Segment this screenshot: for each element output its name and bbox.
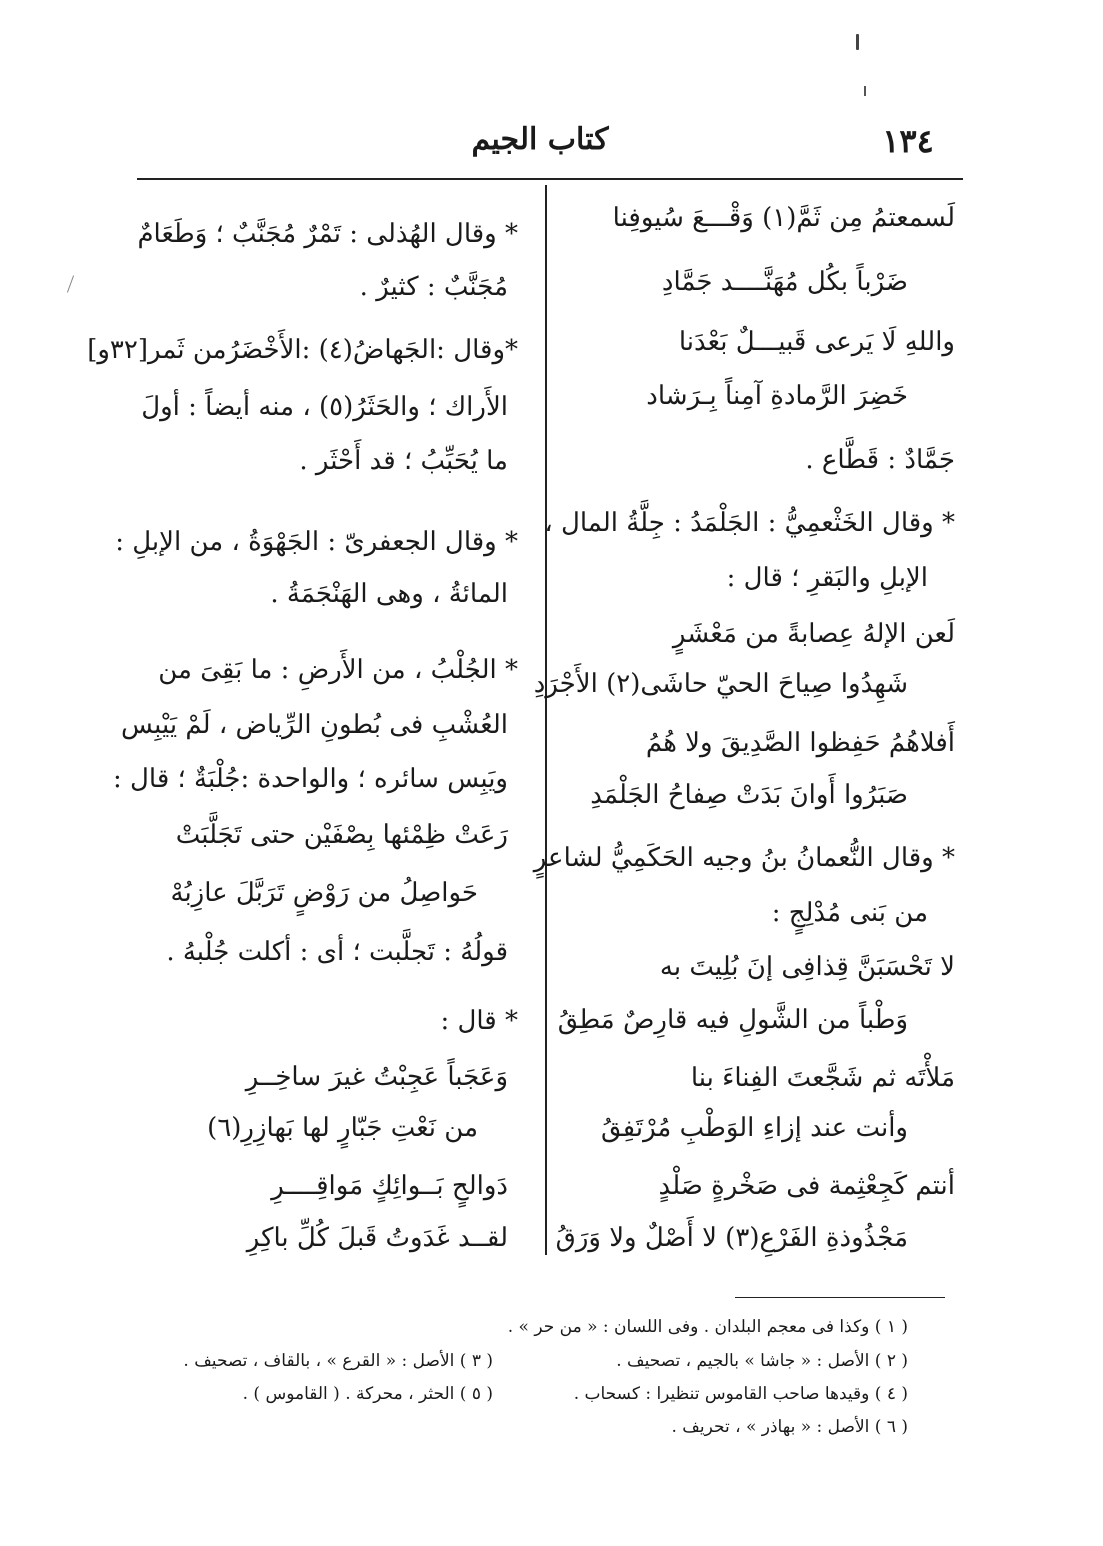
text-line: * وقال الخَثْعمِيُّ : الجَلْمَدُ : جِلَّةُ المال ، (544, 508, 955, 538)
text-line: ما يُحَبِّبُ ؛ قد أَحْثَر . (299, 446, 508, 476)
text-line: مُجَنَّبٌ : كثيرٌ . (359, 272, 508, 302)
text-line: * قال : (440, 1006, 518, 1036)
text-line: ويَبِس سائره ؛ والواحدة :جُلْبَةٌ ؛ قال : (112, 764, 508, 794)
column-divider (545, 185, 547, 1255)
footnote: ( ٥ ) الحثر ، محركة . ( القاموس ) . (242, 1384, 493, 1404)
page-number: ١٣٤ (882, 122, 934, 160)
text-line: خَضِرَ الرَّمادةِ آمِناً بِـرَشاد (646, 381, 908, 411)
footnote: ( ٦ ) الأصل : « بهاذر » ، تحريف . (671, 1417, 908, 1437)
text-line: حَواصِلُ من رَوْضٍ تَرَبَّلَ عازِبُهْ (170, 878, 478, 908)
text-line: من نَعْتِ جَبّارٍ لها بَهازِرِ(٦) (207, 1113, 478, 1143)
text-line: لقــد غَدَوتُ قَبلَ كُلِّ باكِرِ (246, 1223, 508, 1253)
text-line: مَجْذُوذةِ الفَرْعِ(٣) لا أَصْلٌ ولا وَرَقُ (555, 1223, 908, 1253)
text-line: * وقال النُّعمانُ بنُ وجيه الحَكَمِيُّ لشاعرٍ (533, 843, 955, 873)
footnote-rule (735, 1297, 945, 1298)
text-line: مَلأْتَه ثم شَجَّعتَ الفِناءَ بنا (690, 1063, 955, 1093)
text-line: * وقال الجعفرىّ : الجَهْوَةُ ، من الإبلِ : (115, 527, 518, 557)
footnote: ( ٤ ) وقيدها صاحب القاموس تنظيرا : كسحاب . (573, 1384, 908, 1404)
text-line: وَطْباً من الشَّولِ فيه قارِصٌ مَطِقُ (557, 1005, 908, 1035)
text-line: * الجُلْبُ ، من الأَرضِ : ما بَقِىَ من (158, 655, 518, 685)
text-line: المائةُ ، وهى الهَنْجَمَةُ . (270, 579, 508, 609)
text-line: وَعَجَباً عَجِبْتُ غيرَ ساخِــرِ (245, 1062, 508, 1092)
ink-mark (856, 34, 859, 50)
text-line: أنتم كَجِعْثِمة فى صَخْرةٍ صَلْدٍ (658, 1171, 955, 1201)
footnote: ( ٢ ) الأصل : « جاشا » بالجيم ، تصحيف . (616, 1351, 908, 1371)
text-line: صَبَرُوا أَوانَ بَدَتْ صِفاحُ الجَلْمَدِ (590, 780, 908, 810)
footnote: ( ٣ ) الأصل : « القرع » ، بالقاف ، تصحيف . (183, 1351, 493, 1371)
text-line: دَوالحٍ بَــوائِكٍ مَواقِــــرِ (271, 1171, 508, 1201)
text-line: *وقال :الجَهاضُ(٤) :الأَخْضَرُمن ثَمر[٣٢و] (87, 335, 518, 365)
text-line: جَمَّادٌ : قَطَّاع . (805, 445, 955, 475)
text-line: من بَنى مُدْلِجٍ : (771, 898, 928, 928)
ink-mark (864, 86, 866, 96)
text-line: وأنت عند إزاءِ الوَطْبِ مُرْتَفِقُ (601, 1113, 908, 1143)
header-rule (137, 178, 963, 180)
text-line: ضَرْباً بكُل مُهَنَّــــد جَمَّادِ (661, 267, 908, 297)
text-line: شَهِدُوا صِياحَ الحيّ حاشَى(٢) الأَجْرَدِ (533, 669, 908, 699)
running-title: كتاب الجيم (471, 122, 609, 157)
text-line: واللهِ لَا يَرعى قَبيـــلٌ بَعْدَنا (678, 327, 955, 357)
text-line: قولُهُ : تَجلَّبت ؛ أى : أكلت جُلْبهُ . (166, 937, 508, 967)
text-line: لَسمعتمُ مِن ثَمَّ(١) وَقْـــعَ سُيوفِنا (612, 203, 955, 233)
text-line: أَفلاهُمُ حَفِظوا الصَّدِيقَ ولا هُمُ (645, 728, 955, 758)
text-line: الإبلِ والبَقرِ ؛ قال : (726, 563, 928, 593)
text-line: الأَراك ؛ والحَثَرُ(٥) ، منه أيضاً : أولَ (141, 392, 508, 422)
text-line: العُشْبِ فى بُطونِ الرِّياض ، لَمْ يَيْبِس (121, 710, 508, 740)
text-line: لا تَحْسَبَنَّ قِذافِى إنَ بُلِيتَ به (659, 952, 955, 982)
text-line: * وقال الهُذلى : تَمْرٌ مُجَنَّبٌ ؛ وَطَعَامٌ (137, 219, 518, 249)
footnote: ( ١ ) وكذا فى معجم البلدان . وفى اللسان : « من حر » . (507, 1317, 908, 1337)
text-line: لَعن الإلهُ عِصابةً من مَعْشَرٍ (672, 619, 955, 649)
text-line: رَعَتْ ظِمْئها بِصْفَيْن حتى تَجَلَّبَتْ (175, 820, 508, 850)
ink-mark (67, 275, 74, 292)
